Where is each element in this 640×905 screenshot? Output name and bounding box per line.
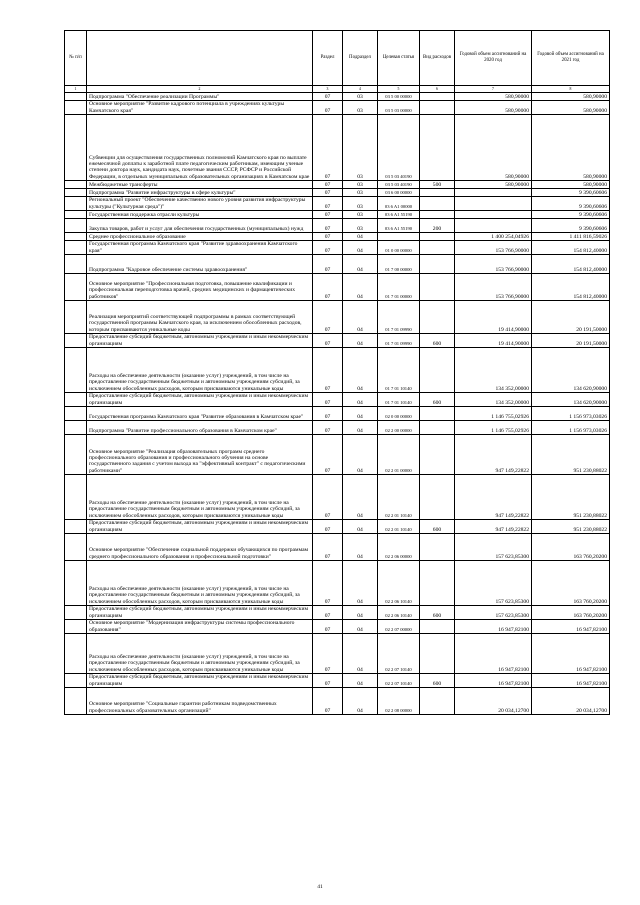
row-num-cell xyxy=(65,421,87,435)
row-2021-cell: 580,90000 xyxy=(532,93,610,101)
table-row xyxy=(65,606,610,620)
row-2021-cell: 16 947,82100 xyxy=(532,620,610,634)
row-num-cell xyxy=(65,334,87,348)
row-2021-cell: 580,90000 xyxy=(532,101,610,115)
row-subsection-cell: 04 xyxy=(343,407,378,421)
row-subsection-cell: 04 xyxy=(343,475,378,520)
column-number: 5 xyxy=(378,86,420,93)
row-name-cell: Предоставление субсидий бюджетным, автономным учреждениям и иным некоммерческим организациям xyxy=(87,334,313,348)
row-target-cell: 03 6 A1 55190 xyxy=(378,211,420,219)
row-name-cell: Предоставление субсидий бюджетным, автономным учреждениям и иным некоммерческим организациям xyxy=(87,520,313,534)
row-target-cell: 02 2 06 10140 xyxy=(378,561,420,606)
row-exptype-cell: 600 xyxy=(420,674,455,688)
row-subsection-cell: 04 xyxy=(343,393,378,407)
row-num-cell xyxy=(65,219,87,233)
row-num-cell xyxy=(65,101,87,115)
table-row xyxy=(65,407,610,421)
row-num-cell xyxy=(65,606,87,620)
row-2021-cell: 580,90000 xyxy=(532,181,610,189)
row-section-cell: 07 xyxy=(313,189,343,197)
table-row xyxy=(65,181,610,189)
row-num-cell xyxy=(65,520,87,534)
col-name-header xyxy=(87,31,313,86)
table-row xyxy=(65,674,610,688)
row-target-cell: 02 0 00 00000 xyxy=(378,407,420,421)
table-row xyxy=(65,233,610,241)
row-subsection-cell: 04 xyxy=(343,233,378,241)
row-target-cell: 02 2 08 00000 xyxy=(378,688,420,715)
row-2020-cell: 153 766,90000 xyxy=(455,274,532,301)
row-target-cell: 01 7 01 00000 xyxy=(378,274,420,301)
row-subsection-cell: 03 xyxy=(343,197,378,211)
row-num-cell xyxy=(65,688,87,715)
row-name-cell: Среднее профессиональное образование xyxy=(87,233,313,241)
row-2020-cell: 16 947,82100 xyxy=(455,674,532,688)
row-num-cell xyxy=(65,93,87,101)
row-target-cell: 03 5 03 00000 xyxy=(378,101,420,115)
row-2021-cell: 9 390,60606 xyxy=(532,211,610,219)
row-name-cell: Основное мероприятие "Модернизация инфраструктуры системы профессионального образования" xyxy=(87,620,313,634)
column-number: 2 xyxy=(87,86,313,93)
row-name-cell: Закупка товаров, работ и услуг для обеспечения государственных (муниципальных) нужд xyxy=(87,219,313,233)
row-2020-cell xyxy=(455,189,532,197)
row-num-cell xyxy=(65,534,87,561)
row-2020-cell: 1 400 254,04926 xyxy=(455,233,532,241)
row-subsection-cell: 04 xyxy=(343,255,378,274)
row-section-cell: 07 xyxy=(313,301,343,334)
table-row xyxy=(65,520,610,534)
col-section-header: Раздел xyxy=(313,31,343,86)
row-exptype-cell: 500 xyxy=(420,181,455,189)
row-subsection-cell: 04 xyxy=(343,241,378,255)
row-target-cell: 02 2 07 10140 xyxy=(378,634,420,674)
row-target-cell: 02 2 07 00000 xyxy=(378,620,420,634)
row-num-cell xyxy=(65,561,87,606)
row-exptype-cell xyxy=(420,211,455,219)
row-2021-cell: 9 390,60606 xyxy=(532,197,610,211)
table-row xyxy=(65,274,610,301)
row-2021-cell: 1 156 973,03026 xyxy=(532,407,610,421)
table-row xyxy=(65,393,610,407)
row-name-cell: Межбюджетные трансферты xyxy=(87,181,313,189)
row-target-cell: 02 2 00 00000 xyxy=(378,421,420,435)
row-num-cell xyxy=(65,348,87,393)
row-target-cell: 02 2 01 10140 xyxy=(378,520,420,534)
row-name-cell: Расходы на обеспечение деятельности (оказание услуг) учреждений, в том числе на предоставление государственным бюджетным и автономным учреждениям субсидий, за исключением обособленных расходов, которым присваиваются уникальные коды xyxy=(87,475,313,520)
row-2021-cell: 154 812,40000 xyxy=(532,255,610,274)
row-exptype-cell xyxy=(420,101,455,115)
row-section-cell: 07 xyxy=(313,197,343,211)
row-section-cell: 07 xyxy=(313,674,343,688)
row-section-cell: 07 xyxy=(313,348,343,393)
row-exptype-cell xyxy=(420,620,455,634)
row-subsection-cell: 04 xyxy=(343,435,378,475)
row-num-cell xyxy=(65,115,87,181)
col-num-header: № п/п xyxy=(65,31,87,86)
table-row xyxy=(65,620,610,634)
row-section-cell: 07 xyxy=(313,334,343,348)
budget-table xyxy=(64,30,610,715)
row-name-cell: Основное мероприятие "Социальные гарантии работникам подведомственных профессиональных образовательных организаций" xyxy=(87,688,313,715)
table-row xyxy=(65,348,610,393)
table-row xyxy=(65,634,610,674)
row-section-cell: 07 xyxy=(313,393,343,407)
row-section-cell: 07 xyxy=(313,274,343,301)
row-2021-cell: 163 760,20200 xyxy=(532,606,610,620)
table-row xyxy=(65,211,610,219)
row-exptype-cell xyxy=(420,561,455,606)
row-name-cell: Государственная поддержка отрасли культуры xyxy=(87,211,313,219)
row-2020-cell: 16 947,82100 xyxy=(455,634,532,674)
row-target-cell: 01 7 01 09990 xyxy=(378,334,420,348)
row-target-cell: 03 6 00 00000 xyxy=(378,189,420,197)
table-row xyxy=(65,115,610,181)
row-2020-cell: 947 149,22822 xyxy=(455,520,532,534)
row-exptype-cell xyxy=(420,115,455,181)
row-section-cell: 07 xyxy=(313,101,343,115)
column-number: 1 xyxy=(65,86,87,93)
row-num-cell xyxy=(65,634,87,674)
row-subsection-cell: 04 xyxy=(343,620,378,634)
row-2021-cell: 1 411 816,59026 xyxy=(532,233,610,241)
row-section-cell: 07 xyxy=(313,620,343,634)
row-subsection-cell: 03 xyxy=(343,189,378,197)
row-target-cell: 03 5 03 40190 xyxy=(378,181,420,189)
row-2021-cell: 20 191,50000 xyxy=(532,301,610,334)
row-2020-cell: 1 146 755,02926 xyxy=(455,421,532,435)
row-2021-cell: 1 156 973,03026 xyxy=(532,421,610,435)
row-name-cell: Расходы на обеспечение деятельности (оказание услуг) учреждений, в том числе на предоставление государственным бюджетным и автономным учреждениям субсидий, за исключением обособленных расходов, которым присваиваются уникальные коды xyxy=(87,561,313,606)
row-2021-cell: 134 620,90000 xyxy=(532,348,610,393)
row-2021-cell: 9 390,60606 xyxy=(532,219,610,233)
row-target-cell: 01 7 01 09990 xyxy=(378,301,420,334)
row-name-cell: Расходы на обеспечение деятельности (оказание услуг) учреждений, в том числе на предоставление государственным бюджетным и автономным учреждениям субсидий, за исключением обособленных расходов, которым присваиваются уникальные коды xyxy=(87,634,313,674)
row-section-cell: 07 xyxy=(313,688,343,715)
row-exptype-cell: 600 xyxy=(420,334,455,348)
row-exptype-cell xyxy=(420,189,455,197)
row-exptype-cell xyxy=(420,421,455,435)
row-section-cell: 07 xyxy=(313,93,343,101)
row-subsection-cell: 03 xyxy=(343,211,378,219)
row-section-cell: 07 xyxy=(313,561,343,606)
row-num-cell xyxy=(65,393,87,407)
row-2020-cell xyxy=(455,197,532,211)
column-number-row xyxy=(65,86,610,93)
row-2020-cell: 134 352,00000 xyxy=(455,393,532,407)
row-name-cell: Подпрограмма "Развитие профессионального образования в Камчатском крае" xyxy=(87,421,313,435)
row-exptype-cell xyxy=(420,435,455,475)
row-2021-cell: 951 230,88022 xyxy=(532,520,610,534)
row-num-cell xyxy=(65,211,87,219)
col-exptype-header: Вид расходов xyxy=(420,31,455,86)
row-exptype-cell xyxy=(420,274,455,301)
row-2021-cell: 163 760,20200 xyxy=(532,534,610,561)
row-2021-cell: 16 947,82100 xyxy=(532,674,610,688)
row-num-cell xyxy=(65,274,87,301)
col-2020-header: Годовой объем ассигнований на 2020 год xyxy=(455,31,532,86)
row-exptype-cell xyxy=(420,688,455,715)
row-subsection-cell: 03 xyxy=(343,219,378,233)
row-2021-cell: 20 191,50000 xyxy=(532,334,610,348)
row-section-cell: 07 xyxy=(313,534,343,561)
row-2020-cell xyxy=(455,211,532,219)
row-target-cell: 01 7 01 10140 xyxy=(378,393,420,407)
row-2021-cell: 951 230,88022 xyxy=(532,475,610,520)
table-row xyxy=(65,197,610,211)
row-subsection-cell: 03 xyxy=(343,93,378,101)
row-section-cell: 07 xyxy=(313,115,343,181)
row-name-cell: Расходы на обеспечение деятельности (оказание услуг) учреждений, в том числе на предоставление государственным бюджетным и автономным учреждениям субсидий, за исключением обособленных расходов, которым присваиваются уникальные коды xyxy=(87,348,313,393)
row-num-cell xyxy=(65,197,87,211)
row-exptype-cell xyxy=(420,634,455,674)
row-name-cell: Основное мероприятие "Профессиональная подготовка, повышение квалификации и профессиональная переподготовка врачей, средних медицинских и фармацевтических работников" xyxy=(87,274,313,301)
row-target-cell: 01 7 00 00000 xyxy=(378,255,420,274)
table-row xyxy=(65,688,610,715)
column-number: 6 xyxy=(420,86,455,93)
column-number: 4 xyxy=(343,86,378,93)
row-section-cell: 07 xyxy=(313,435,343,475)
row-2021-cell: 9 390,60606 xyxy=(532,189,610,197)
row-2021-cell: 154 812,40000 xyxy=(532,241,610,255)
table-row xyxy=(65,189,610,197)
row-section-cell: 07 xyxy=(313,475,343,520)
row-subsection-cell: 03 xyxy=(343,181,378,189)
row-exptype-cell: 600 xyxy=(420,393,455,407)
row-2020-cell: 19 414,90000 xyxy=(455,301,532,334)
row-num-cell xyxy=(65,301,87,334)
row-2021-cell: 951 230,88022 xyxy=(532,435,610,475)
row-name-cell: Государственная программа Камчатского края "Развитие здравоохранения Камчатского края" xyxy=(87,241,313,255)
table-row xyxy=(65,475,610,520)
row-section-cell: 07 xyxy=(313,421,343,435)
row-subsection-cell: 04 xyxy=(343,634,378,674)
row-2020-cell: 134 352,00000 xyxy=(455,348,532,393)
row-2020-cell xyxy=(455,219,532,233)
col-target-header: Целевая статья xyxy=(378,31,420,86)
row-2021-cell: 154 812,40000 xyxy=(532,274,610,301)
column-number: 8 xyxy=(532,86,610,93)
row-target-cell: 03 6 A1 55190 xyxy=(378,219,420,233)
row-exptype-cell xyxy=(420,301,455,334)
row-2020-cell: 580,90000 xyxy=(455,115,532,181)
row-target-cell: 02 2 06 00000 xyxy=(378,534,420,561)
row-2020-cell: 947 149,22822 xyxy=(455,475,532,520)
row-subsection-cell: 04 xyxy=(343,688,378,715)
row-target-cell: 01 7 01 10140 xyxy=(378,348,420,393)
row-2020-cell: 16 947,82100 xyxy=(455,620,532,634)
table-row xyxy=(65,435,610,475)
row-target-cell: 03 5 03 40190 xyxy=(378,115,420,181)
page-number: 41 xyxy=(317,884,323,890)
row-name-cell: Реализация мероприятий соответствующей подпрограммы в рамках соответствующей государственной программы Камчатского края, за исключением обособленных расходов, которым присваиваются уникальные коды xyxy=(87,301,313,334)
row-2020-cell: 19 414,90000 xyxy=(455,334,532,348)
row-2020-cell: 580,90000 xyxy=(455,181,532,189)
col-2021-header: Годовой объем ассигнований на 2021 год xyxy=(532,31,610,86)
row-section-cell: 07 xyxy=(313,407,343,421)
row-subsection-cell: 03 xyxy=(343,101,378,115)
table-row xyxy=(65,255,610,274)
row-subsection-cell: 03 xyxy=(343,115,378,181)
row-name-cell: Субвенции для осуществления государственных полномочий Камчатского края по выплате ежемесячной доплаты к заработной плате педагогическим работникам, имеющим ученые степени доктора наук, кандидата наук, почетные звания СССР, РСФСР и Российской Федерации, в отдельных муниципальных образовательных организациях в Камчатском крае xyxy=(87,115,313,181)
row-name-cell: Основное мероприятие "Реализация образовательных программ среднего профессионального образования и профессионального обучения на основе государственного задания с учетом выхода на "эффективный контракт" с педагогическими работниками" xyxy=(87,435,313,475)
column-number: 7 xyxy=(455,86,532,93)
table-row xyxy=(65,219,610,233)
row-name-cell: Государственная программа Камчатского края "Развитие образования в Камчатском крае" xyxy=(87,407,313,421)
table-row xyxy=(65,561,610,606)
row-target-cell: 02 2 01 10140 xyxy=(378,475,420,520)
row-exptype-cell xyxy=(420,475,455,520)
row-num-cell xyxy=(65,620,87,634)
row-num-cell xyxy=(65,189,87,197)
row-section-cell: 07 xyxy=(313,219,343,233)
row-name-cell: Основное мероприятие "Развитие кадрового потенциала в учреждениях культуры Камчатского края" xyxy=(87,101,313,115)
row-num-cell xyxy=(65,241,87,255)
row-exptype-cell xyxy=(420,534,455,561)
row-name-cell: Предоставление субсидий бюджетным, автономным учреждениям и иным некоммерческим организациям xyxy=(87,606,313,620)
row-2021-cell: 134 620,90000 xyxy=(532,393,610,407)
row-2021-cell: 163 760,20200 xyxy=(532,561,610,606)
table-row xyxy=(65,334,610,348)
row-target-cell: 03 5 00 00000 xyxy=(378,93,420,101)
row-num-cell xyxy=(65,674,87,688)
row-target-cell: 02 2 07 10140 xyxy=(378,674,420,688)
row-num-cell xyxy=(65,255,87,274)
row-subsection-cell: 04 xyxy=(343,520,378,534)
row-target-cell: 02 2 06 10140 xyxy=(378,606,420,620)
row-name-cell: Предоставление субсидий бюджетным, автономным учреждениям и иным некоммерческим организациям xyxy=(87,393,313,407)
row-2020-cell: 157 623,85300 xyxy=(455,534,532,561)
row-exptype-cell xyxy=(420,241,455,255)
row-subsection-cell: 04 xyxy=(343,334,378,348)
row-subsection-cell: 04 xyxy=(343,274,378,301)
header-row xyxy=(65,31,610,86)
table-row xyxy=(65,301,610,334)
row-subsection-cell: 04 xyxy=(343,421,378,435)
row-exptype-cell: 600 xyxy=(420,520,455,534)
row-subsection-cell: 04 xyxy=(343,301,378,334)
row-2020-cell: 20 034,12700 xyxy=(455,688,532,715)
row-subsection-cell: 04 xyxy=(343,348,378,393)
row-target-cell: 01 0 00 00000 xyxy=(378,241,420,255)
row-exptype-cell xyxy=(420,255,455,274)
row-2020-cell: 157 623,85300 xyxy=(455,561,532,606)
row-section-cell: 07 xyxy=(313,520,343,534)
row-target-cell: 02 2 01 00000 xyxy=(378,435,420,475)
row-2020-cell: 1 146 755,02926 xyxy=(455,407,532,421)
row-section-cell: 07 xyxy=(313,241,343,255)
row-exptype-cell: 600 xyxy=(420,606,455,620)
row-exptype-cell xyxy=(420,93,455,101)
row-section-cell: 07 xyxy=(313,181,343,189)
row-exptype-cell xyxy=(420,197,455,211)
row-section-cell: 07 xyxy=(313,255,343,274)
row-subsection-cell: 04 xyxy=(343,606,378,620)
row-section-cell: 07 xyxy=(313,634,343,674)
row-name-cell: Предоставление субсидий бюджетным, автономным учреждениям и иным некоммерческим организациям xyxy=(87,674,313,688)
row-2020-cell: 153 766,90000 xyxy=(455,241,532,255)
table-row xyxy=(65,241,610,255)
col-subsection-header: Подраздел xyxy=(343,31,378,86)
row-exptype-cell xyxy=(420,233,455,241)
row-section-cell: 07 xyxy=(313,233,343,241)
row-2021-cell: 580,90000 xyxy=(532,115,610,181)
row-2020-cell: 947 149,22822 xyxy=(455,435,532,475)
row-target-cell: 03 6 A1 00000 xyxy=(378,197,420,211)
row-target-cell xyxy=(378,233,420,241)
row-2021-cell: 20 034,12700 xyxy=(532,688,610,715)
row-name-cell: Подпрограмма "Кадровое обеспечение системы здравоохранения" xyxy=(87,255,313,274)
table-row xyxy=(65,421,610,435)
row-section-cell: 07 xyxy=(313,606,343,620)
row-2020-cell: 153 766,90000 xyxy=(455,255,532,274)
row-num-cell xyxy=(65,233,87,241)
row-num-cell xyxy=(65,407,87,421)
row-exptype-cell: 200 xyxy=(420,219,455,233)
row-exptype-cell xyxy=(420,407,455,421)
row-name-cell: Подпрограмма "Обеспечение реализации Программы" xyxy=(87,93,313,101)
table-row xyxy=(65,534,610,561)
row-2020-cell: 157 623,85300 xyxy=(455,606,532,620)
row-2020-cell: 580,90000 xyxy=(455,101,532,115)
row-name-cell: Региональный проект "Обеспечение качественно нового уровня развития инфраструктуры культуры ("Культурная среда")" xyxy=(87,197,313,211)
row-num-cell xyxy=(65,181,87,189)
table-body xyxy=(65,93,610,715)
table-row xyxy=(65,101,610,115)
budget-table-page xyxy=(64,30,609,715)
row-subsection-cell: 04 xyxy=(343,674,378,688)
row-2021-cell: 16 947,82100 xyxy=(532,634,610,674)
row-section-cell: 07 xyxy=(313,211,343,219)
row-exptype-cell xyxy=(420,348,455,393)
row-subsection-cell: 04 xyxy=(343,561,378,606)
table-row xyxy=(65,93,610,101)
row-2020-cell: 580,90000 xyxy=(455,93,532,101)
row-num-cell xyxy=(65,475,87,520)
column-number: 3 xyxy=(313,86,343,93)
row-name-cell: Подпрограмма "Развитие инфраструктуры в сфере культуры" xyxy=(87,189,313,197)
row-num-cell xyxy=(65,435,87,475)
row-subsection-cell: 04 xyxy=(343,534,378,561)
row-name-cell: Основное мероприятие "Обеспечение социальной поддержки обучающихся по программам среднего профессионального образования и профессиональной подготовки" xyxy=(87,534,313,561)
